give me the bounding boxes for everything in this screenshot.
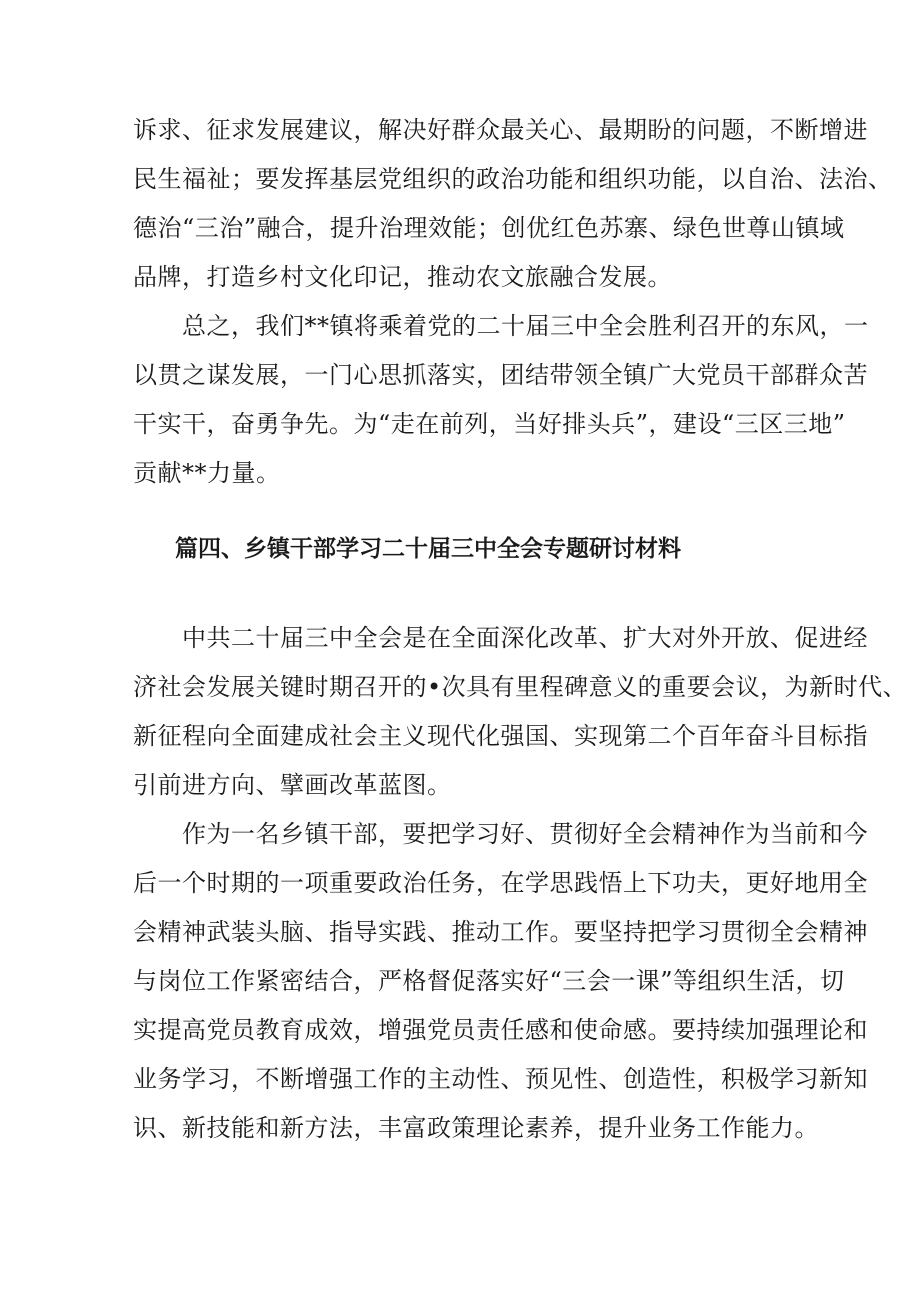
text-line: 引前进方向、擘画改革蓝图。 (133, 771, 452, 799)
text-line: 新征程向全面建成社会主义现代化强国、实现第二个百年奋斗目标指 (133, 722, 868, 750)
text-line: 诉求、征求发展建议，解决好群众最关心、最期盼的问题，不断增进 (133, 116, 868, 144)
text-line: 会精神武装头脑、指导实践、推动工作。要坚持把学习贯彻全会精神 (133, 918, 868, 946)
text-line: 后一个时期的一项重要政治任务，在学思践悟上下功夫，更好地用全 (133, 869, 868, 897)
text-line: 识、新技能和新方法，丰富政策理论素养，提升业务工作能力。 (133, 1114, 819, 1142)
section-heading: 篇四、乡镇干部学习二十届三中全会专题研讨材料 (175, 536, 681, 562)
text-line: 中共二十届三中全会是在全面深化改革、扩大对外开放、促进经 (133, 624, 868, 652)
text-line: 济社会发展关键时期召开的•次具有里程碑意义的重要会议，为新时代、 (133, 673, 908, 701)
text-line: 民生福祉；要发挥基层党组织的政治功能和组织功能，以自治、法治、 (133, 165, 893, 193)
text-line: 以贯之谋发展，一门心思抓落实，团结带领全镇广大党员干部群众苦 (133, 361, 868, 389)
text-line: 实提高党员教育成效，增强党员责任感和使命感。要持续加强理论和 (133, 1016, 868, 1044)
text-line: 贡献**力量。 (133, 459, 281, 487)
text-line: 业务学习，不断增强工作的主动性、预见性、创造性，积极学习新知 (133, 1065, 868, 1093)
text-line: 德治“三治”融合，提升治理效能；创优红色苏寨、绿色世尊山镇域 (133, 214, 845, 242)
text-line: 干实干，奋勇争先。为“走在前列，当好排头兵”，建设“三区三地” (133, 410, 846, 438)
text-line: 作为一名乡镇干部，要把学习好、贯彻好全会精神作为当前和今 (133, 820, 868, 848)
text-line: 品牌，打造乡村文化印记，推动农文旅融合发展。 (133, 263, 672, 291)
text-line: 与岗位工作紧密结合，严格督促落实好“三会一课”等组织生活，切 (133, 967, 845, 995)
text-line: 总之，我们**镇将乘着党的二十届三中全会胜利召开的东风，一 (133, 312, 869, 340)
